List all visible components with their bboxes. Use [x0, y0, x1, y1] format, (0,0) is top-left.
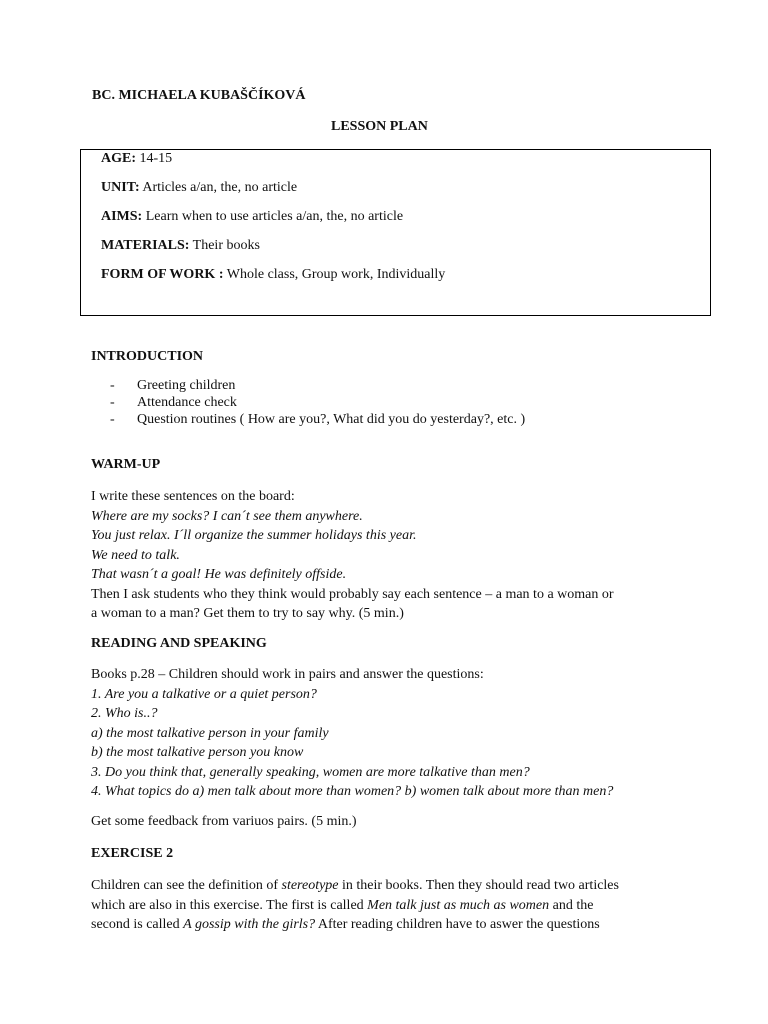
form-of-work-label: FORM OF WORK :: [101, 267, 224, 282]
materials-value: Their books: [189, 238, 260, 253]
exercise2-line: Children can see the definition of stereotype in their books. Then they should read two articles: [91, 878, 619, 893]
reading-question: 1. Are you a talkative or a quiet person?: [91, 686, 317, 702]
reading-question: 3. Do you think that, generally speaking, women are more talkative than men?: [91, 764, 530, 780]
exercise2-line: which are also in this exercise. The first is called Men talk just as much as women and the: [91, 897, 594, 913]
materials-row: [101, 236, 260, 255]
unit-label: UNIT:: [101, 180, 140, 195]
document-title: LESSON PLAN: [331, 119, 428, 134]
warmup-sentence: That wasn´t a goal! He was definitely offside.: [91, 567, 347, 582]
aims-row: [101, 207, 403, 226]
list-item: - Attendance check: [110, 395, 237, 410]
unit-row: [101, 178, 297, 197]
materials-label: MATERIALS:: [101, 238, 190, 253]
age-value: 14-15: [136, 151, 173, 166]
reading-question: a) the most talkative person in your family: [91, 725, 329, 741]
warmup-heading: WARM-UP: [91, 457, 161, 472]
warmup-sentence: We need to talk.: [91, 547, 180, 563]
exercise2-line: second is called A gossip with the girls? After reading children have to aswer the questions: [91, 917, 600, 932]
warmup-block: [91, 487, 614, 624]
form-of-work-value: Whole class, Group work, Individually: [223, 267, 446, 282]
author-name: BC. MICHAELA KUBAŠČÍKOVÁ: [92, 88, 306, 103]
reading-block: [91, 665, 613, 802]
list-item: - Greeting children: [110, 378, 236, 393]
unit-value: Articles a/an, the, no article: [139, 180, 298, 195]
warmup-text: a woman to a man? Get them to try to say why. (5 min.): [91, 606, 404, 621]
aims-value: Learn when to use articles a/an, the, no article: [142, 209, 404, 224]
age-row: [101, 149, 172, 168]
list-item: - Question routines ( How are you?, What did you do yesterday?, etc. ): [110, 412, 526, 427]
aims-label: AIMS:: [101, 209, 143, 224]
exercise2-block: [91, 876, 619, 935]
reading-feedback: Get some feedback from variuos pairs. (5 min.): [91, 814, 357, 829]
reading-heading: READING AND SPEAKING: [91, 636, 267, 651]
age-label: AGE:: [101, 151, 136, 166]
introduction-heading: INTRODUCTION: [91, 349, 204, 364]
warmup-intro: I write these sentences on the board:: [91, 489, 295, 504]
reading-question: b) the most talkative person you know: [91, 745, 304, 760]
warmup-sentence: You just relax. I´ll organize the summer holidays this year.: [91, 528, 417, 543]
reading-question: 4. What topics do a) men talk about more than women? b) women talk about more than men?: [91, 784, 614, 799]
introduction-list: [110, 377, 525, 428]
reading-question: 2. Who is..?: [91, 706, 158, 721]
exercise2-heading: EXERCISE 2: [91, 846, 174, 861]
warmup-text: Then I ask students who they think would probably say each sentence – a man to a woman or: [91, 586, 614, 602]
lesson-info-box: [80, 149, 711, 316]
reading-intro: Books p.28 – Children should work in pairs and answer the questions:: [91, 667, 484, 682]
form-of-work-row: [101, 265, 445, 284]
warmup-sentence: Where are my socks? I can´t see them anywhere.: [91, 508, 363, 524]
